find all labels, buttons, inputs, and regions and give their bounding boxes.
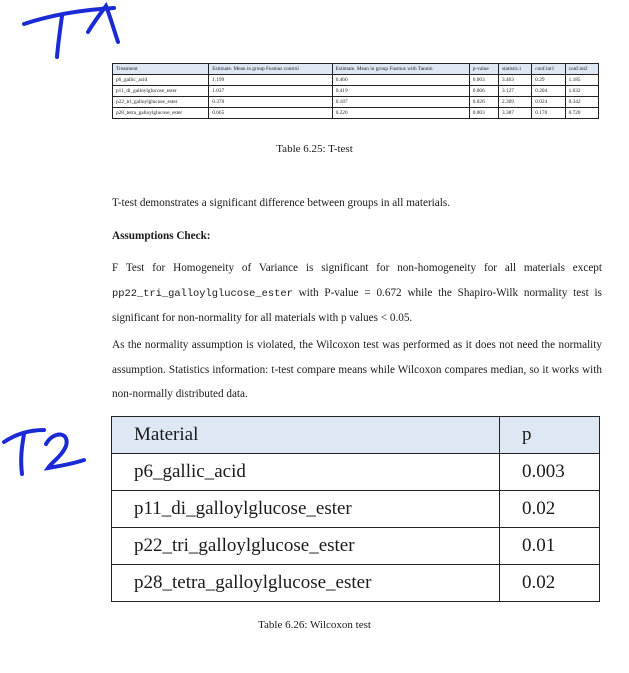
header-cell-p: p (500, 417, 600, 454)
table-cell: 0.170 (532, 108, 565, 119)
table-cell: 0.026 (469, 97, 498, 108)
table-626-caption: Table 6.26: Wilcoxon test (258, 619, 371, 631)
table-625-caption: Table 6.25: T-test (276, 143, 353, 155)
table-cell: 0.720 (565, 108, 598, 119)
code-term: pp22_tri_galloylglucose_ester (112, 287, 293, 300)
table-row (112, 454, 600, 491)
table-cell: p28_tetra_galloylglucose_ester (113, 108, 209, 119)
handwritten-t1-mark (18, 2, 128, 60)
table-cell: 3.463 (498, 75, 531, 86)
paragraph-text: F Test for Homogeneity of Variance is significant for non-homogeneity for all materials except (112, 262, 602, 274)
table-cell: 0.460 (332, 75, 469, 86)
header-cell: Estimate. Mean in group Fusmus control (209, 64, 332, 75)
header-cell: statistic.t (498, 64, 531, 75)
ttest-table (112, 63, 599, 119)
table-cell: 0.204 (532, 86, 565, 97)
p-value-cell: 0.02 (500, 565, 600, 602)
table-row (112, 491, 600, 528)
header-cell: conf.int2 (565, 64, 598, 75)
handwritten-t2-mark (0, 420, 90, 480)
table-row (113, 97, 599, 108)
table-cell: 0.024 (532, 97, 565, 108)
table-cell: 3.387 (498, 108, 531, 119)
wilcoxon-explanation-paragraph: As the normality assumption is violated, the Wilcoxon test was performed as it does not need the normality assumption. Statistics information: t-test compare means while Wilcoxon compares median, so it works with non-normally distributed data. (112, 339, 602, 400)
header-cell: conf.int1 (532, 64, 565, 75)
header-cell: p-value (469, 64, 498, 75)
table-cell: 1.037 (209, 86, 332, 97)
table-cell: 0.370 (209, 97, 332, 108)
table-cell: p6_gallic_acid (113, 75, 209, 86)
material-cell: p22_tri_galloylglucose_ester (112, 528, 500, 565)
table-row (113, 86, 599, 97)
header-cell-material: Material (112, 417, 500, 454)
table-cell: 0.665 (209, 108, 332, 119)
table-row (113, 108, 599, 119)
material-cell: p11_di_galloylglucose_ester (112, 491, 500, 528)
table-cell: 1.199 (209, 75, 332, 86)
table-cell: 0.419 (332, 86, 469, 97)
table-row (112, 528, 600, 565)
table-cell: 0.29 (532, 75, 565, 86)
assumptions-heading: Assumptions Check: (112, 230, 211, 242)
table-cell: 0.003 (469, 108, 498, 119)
table-header-row (113, 64, 599, 75)
material-cell: p28_tetra_galloylglucose_ester (112, 565, 500, 602)
material-cell: p6_gallic_acid (112, 454, 500, 491)
table-row (113, 75, 599, 86)
table-cell: 2.369 (498, 97, 531, 108)
ttest-summary-paragraph: T-test demonstrates a significant difference between groups in all materials. (112, 197, 450, 209)
p-value-cell: 0.003 (500, 454, 600, 491)
wilcoxon-table (111, 416, 600, 602)
header-cell: Estimate. Mean in group Fusmus with Tannin (332, 64, 469, 75)
homogeneity-paragraph (112, 256, 602, 331)
table-cell: p11_di_galloylglucose_ester (113, 86, 209, 97)
table-cell: 0.006 (469, 86, 498, 97)
table-cell: 1.032 (565, 86, 598, 97)
table-cell: 0.342 (565, 97, 598, 108)
table-cell: 0.003 (469, 75, 498, 86)
table-header-row (112, 417, 600, 454)
header-cell: Treatment (113, 64, 209, 75)
table-cell: 0.187 (332, 97, 469, 108)
table-cell: 0.220 (332, 108, 469, 119)
table-row (112, 565, 600, 602)
table-cell: p22_tri_galloylglucose_ester (113, 97, 209, 108)
paragraph-text: with P-value = 0.672 while the Shapiro-Wilk normality test is significant for non-normality for all materials with p values < 0.05. (112, 286, 602, 324)
table-cell: 3.127 (498, 86, 531, 97)
table-cell: 1.185 (565, 75, 598, 86)
p-value-cell: 0.02 (500, 491, 600, 528)
p-value-cell: 0.01 (500, 528, 600, 565)
